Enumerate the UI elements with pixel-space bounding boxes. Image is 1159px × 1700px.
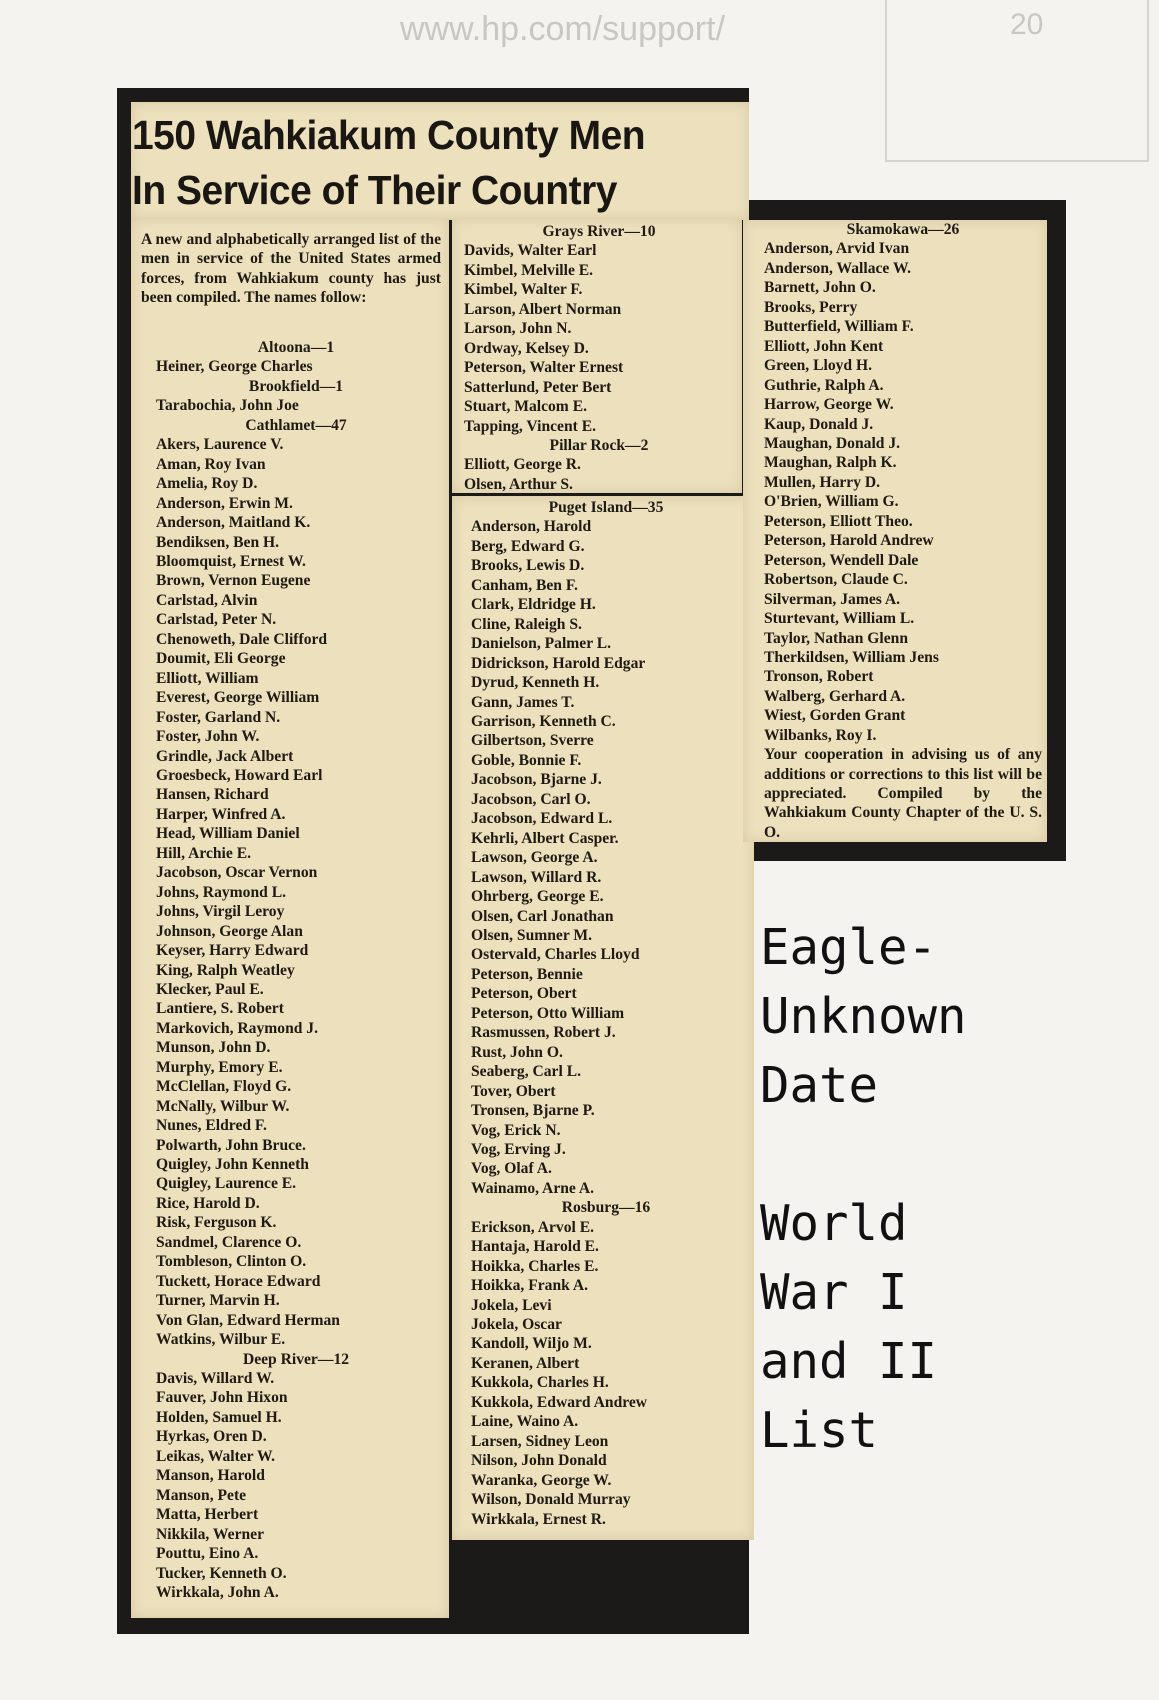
serviceman-name: Peterson, Wendell Dale	[764, 551, 919, 569]
serviceman-name: Jacobson, Bjarne J.	[471, 771, 602, 789]
serviceman-name: Erickson, Arvol E.	[471, 1218, 595, 1236]
serviceman-name: Anderson, Arvid Ivan	[764, 240, 910, 258]
serviceman-name: Vog, Erick N.	[471, 1121, 561, 1139]
serviceman-name: Ohrberg, George E.	[471, 888, 604, 906]
serviceman-name: Tombleson, Clinton O.	[156, 1253, 307, 1271]
serviceman-name: Kukkola, Edward Andrew	[471, 1393, 648, 1411]
serviceman-name: Maughan, Donald J.	[764, 434, 901, 452]
serviceman-name: Anderson, Wallace W.	[764, 259, 912, 277]
serviceman-name: Vog, Olaf A.	[471, 1160, 552, 1178]
serviceman-name: Hansen, Richard	[156, 786, 269, 804]
serviceman-name: Tover, Obert	[471, 1082, 556, 1100]
intro-paragraph: A new and alphabetically arranged list of the men in service of the United States armed forces, from Wahkiakum county has just been compiled. The names follow:	[141, 231, 441, 307]
section-heading: Puget Island—35	[548, 499, 664, 516]
serviceman-name: Guthrie, Ralph A.	[764, 376, 884, 394]
serviceman-name: Maughan, Ralph K.	[764, 454, 897, 472]
serviceman-name: Johns, Raymond L.	[156, 883, 286, 901]
serviceman-name: Matta, Herbert	[156, 1506, 259, 1524]
serviceman-name: Wilbanks, Roy I.	[764, 726, 877, 744]
serviceman-name: Davis, Willard W.	[156, 1370, 275, 1388]
serviceman-name: Davids, Walter Earl	[464, 242, 597, 260]
serviceman-name: Hoikka, Frank A.	[471, 1277, 588, 1295]
serviceman-name: Satterlund, Peter Bert	[464, 378, 612, 396]
serviceman-name: Akers, Laurence V.	[156, 436, 284, 454]
note-line: and II	[760, 1333, 938, 1390]
serviceman-name: Wainamo, Arne A.	[471, 1179, 595, 1197]
serviceman-name: Fauver, John Hixon	[156, 1389, 288, 1407]
serviceman-name: O'Brien, William G.	[764, 493, 899, 511]
section-heading: Grays River—10	[542, 223, 656, 240]
serviceman-name: Doumit, Eli George	[156, 650, 286, 668]
serviceman-name: Barnett, John O.	[764, 279, 876, 297]
serviceman-name: Polwarth, John Bruce.	[156, 1136, 306, 1154]
serviceman-name: Foster, John W.	[156, 728, 260, 746]
serviceman-name: Vog, Erving J.	[471, 1140, 566, 1158]
serviceman-name: Wilson, Donald Murray	[471, 1491, 631, 1509]
serviceman-name: Watkins, Wilbur E.	[156, 1331, 286, 1349]
serviceman-name: Kukkola, Charles H.	[471, 1374, 609, 1392]
serviceman-name: Berg, Edward G.	[471, 537, 585, 555]
serviceman-name: Manson, Harold	[156, 1467, 265, 1485]
serviceman-name: Harrow, George W.	[764, 396, 894, 414]
serviceman-name: Nunes, Eldred F.	[156, 1117, 267, 1135]
serviceman-name: Elliott, John Kent	[764, 337, 884, 355]
serviceman-name: Kandoll, Wiljo M.	[471, 1335, 592, 1353]
serviceman-name: Rice, Harold D.	[156, 1194, 260, 1212]
serviceman-name: Kaup, Donald J.	[764, 415, 874, 433]
serviceman-name: Pouttu, Eino A.	[156, 1545, 259, 1563]
serviceman-name: Carlstad, Peter N.	[156, 611, 277, 629]
names-column-puget-island	[471, 498, 741, 1529]
serviceman-name: Sturtevant, William L.	[764, 610, 915, 628]
serviceman-name: Von Glan, Edward Herman	[156, 1311, 340, 1329]
serviceman-name: King, Ralph Weatley	[156, 961, 295, 979]
names-column-skamokawa	[764, 220, 1042, 842]
serviceman-name: Tronsen, Bjarne P.	[471, 1102, 595, 1120]
serviceman-name: Carlstad, Alvin	[156, 591, 258, 609]
serviceman-name: Danielson, Palmer L.	[471, 635, 612, 653]
serviceman-name: Foster, Garland N.	[156, 708, 281, 726]
serviceman-name: Head, William Daniel	[156, 825, 300, 843]
serviceman-name: Elliott, William	[156, 669, 259, 687]
serviceman-name: Mullen, Harry D.	[764, 473, 881, 491]
names-column-left	[156, 338, 436, 1602]
section-heading: Skamokawa—26	[846, 221, 960, 238]
note-line: Eagle-	[760, 919, 938, 976]
section-heading: Altoona—1	[257, 339, 335, 356]
serviceman-name: Olsen, Arthur S.	[464, 475, 573, 493]
serviceman-name: Quigley, John Kenneth	[156, 1156, 309, 1174]
section-heading: Rosburg—16	[561, 1199, 651, 1217]
serviceman-name: Brown, Vernon Eugene	[156, 572, 311, 590]
serviceman-name: Hoikka, Charles E.	[471, 1257, 599, 1275]
serviceman-name: Dyrud, Kenneth H.	[471, 674, 600, 692]
serviceman-name: Peterson, Obert	[471, 985, 577, 1003]
serviceman-name: Nikkila, Werner	[156, 1525, 265, 1543]
serviceman-name: Harper, Winfred A.	[156, 805, 286, 823]
serviceman-name: Keranen, Albert	[471, 1354, 580, 1372]
serviceman-name: Groesbeck, Howard Earl	[156, 766, 323, 784]
serviceman-name: Tuckett, Horace Edward	[156, 1272, 321, 1290]
serviceman-name: Hill, Archie E.	[156, 844, 252, 862]
serviceman-name: Seaberg, Carl L.	[471, 1063, 582, 1081]
serviceman-name: Taylor, Nathan Glenn	[764, 629, 908, 647]
serviceman-name: Peterson, Otto William	[471, 1004, 625, 1022]
serviceman-name: Johnson, George Alan	[156, 922, 303, 940]
serviceman-name: Silverman, James A.	[764, 590, 901, 608]
note-line: World	[760, 1195, 908, 1252]
serviceman-name: Bendiksen, Ben H.	[156, 533, 280, 551]
serviceman-name: Sandmel, Clarence O.	[156, 1233, 302, 1251]
serviceman-name: Risk, Ferguson K.	[156, 1214, 277, 1232]
serviceman-name: Heiner, George Charles	[156, 358, 313, 376]
serviceman-name: Anderson, Harold	[471, 518, 592, 536]
serviceman-name: Jacobson, Carl O.	[471, 790, 591, 808]
serviceman-name: Walberg, Gerhard A.	[764, 687, 906, 705]
serviceman-name: Wiest, Gorden Grant	[764, 707, 906, 725]
serviceman-name: Lawson, George A.	[471, 849, 598, 867]
serviceman-name: Green, Lloyd H.	[764, 357, 873, 375]
serviceman-name: Laine, Waino A.	[471, 1413, 579, 1431]
serviceman-name: Peterson, Harold Andrew	[764, 532, 934, 550]
serviceman-name: Tapping, Vincent E.	[464, 417, 597, 435]
note-line: Date	[760, 1057, 879, 1114]
serviceman-name: Gilbertson, Sverre	[471, 732, 594, 750]
serviceman-name: Olsen, Sumner M.	[471, 926, 593, 944]
serviceman-name: Amelia, Roy D.	[156, 475, 258, 493]
serviceman-name: Anderson, Maitland K.	[156, 514, 311, 532]
serviceman-name: Brooks, Lewis D.	[471, 557, 585, 575]
serviceman-name: Cline, Raleigh S.	[471, 615, 582, 633]
note-line: Unknown	[760, 988, 967, 1045]
serviceman-name: Canham, Ben F.	[471, 576, 578, 594]
serviceman-name: Clark, Eldridge H.	[471, 596, 596, 614]
serviceman-name: Peterson, Walter Ernest	[464, 359, 624, 377]
serviceman-name: Grindle, Jack Albert	[156, 747, 294, 765]
serviceman-name: McNally, Wilbur W.	[156, 1097, 290, 1115]
serviceman-name: Lantiere, S. Robert	[156, 1000, 284, 1018]
serviceman-name: Tarabochia, John Joe	[156, 397, 299, 415]
serviceman-name: Wirkkala, John A.	[156, 1584, 279, 1601]
serviceman-name: Brooks, Perry	[764, 298, 858, 316]
serviceman-name: Peterson, Bennie	[471, 965, 583, 983]
typed-note	[760, 913, 967, 1465]
serviceman-name: Aman, Roy Ivan	[156, 455, 266, 473]
serviceman-name: Kehrli, Albert Casper.	[471, 829, 619, 847]
closing-note: Your cooperation in advising us of any additions or corrections to this list will be appreciated. Compiled by the Wahkiakum County Chapter of the U. S. O.	[764, 746, 1042, 841]
serviceman-name: Chenoweth, Dale Clifford	[156, 630, 328, 648]
serviceman-name: Kimbel, Melville E.	[464, 261, 594, 279]
serviceman-name: Hyrkas, Oren D.	[156, 1428, 267, 1446]
serviceman-name: Butterfield, William F.	[764, 318, 914, 336]
serviceman-name: Therkildsen, William Jens	[764, 648, 939, 666]
serviceman-name: Gann, James T.	[471, 693, 575, 711]
serviceman-name: Manson, Pete	[156, 1486, 247, 1504]
serviceman-name: Lawson, Willard R.	[471, 868, 602, 886]
bleed-through-url: www.hp.com/support/	[400, 10, 726, 48]
serviceman-name: McClellan, Floyd G.	[156, 1078, 292, 1096]
serviceman-name: Larsen, Sidney Leon	[471, 1432, 609, 1450]
serviceman-name: Larson, John N.	[464, 320, 572, 338]
headline-line-1: 150 Wahkiakum County Men	[132, 112, 646, 158]
note-line: List	[760, 1402, 879, 1459]
note-spacer	[760, 1120, 967, 1189]
serviceman-name: Didrickson, Harold Edgar	[471, 654, 646, 672]
serviceman-name: Robertson, Claude C.	[764, 571, 908, 589]
bleed-through-page-number: 20	[1010, 8, 1044, 41]
note-line: War I	[760, 1264, 908, 1321]
serviceman-name: Stuart, Malcom E.	[464, 398, 587, 416]
serviceman-name: Hantaja, Harold E.	[471, 1238, 599, 1256]
serviceman-name: Jacobson, Edward L.	[471, 810, 613, 828]
serviceman-name: Jokela, Oscar	[471, 1316, 562, 1334]
headline	[132, 108, 721, 218]
serviceman-name: Rasmussen, Robert J.	[471, 1024, 616, 1042]
serviceman-name: Garrison, Kenneth C.	[471, 712, 616, 730]
serviceman-name: Leikas, Walter W.	[156, 1447, 276, 1465]
serviceman-name: Elliott, George R.	[464, 456, 581, 474]
names-column-grays-river	[464, 222, 734, 494]
serviceman-name: Nilson, John Donald	[471, 1452, 607, 1470]
serviceman-name: Bloomquist, Ernest W.	[156, 552, 306, 570]
serviceman-name: Rust, John O.	[471, 1043, 563, 1061]
serviceman-name: Peterson, Elliott Theo.	[764, 512, 913, 530]
serviceman-name: Markovich, Raymond J.	[156, 1019, 319, 1037]
serviceman-name: Waranka, George W.	[471, 1471, 612, 1489]
serviceman-name: Tucker, Kenneth O.	[156, 1564, 287, 1582]
section-heading: Brookfield—1	[248, 377, 344, 395]
serviceman-name: Ostervald, Charles Lloyd	[471, 946, 640, 964]
serviceman-name: Klecker, Paul E.	[156, 980, 264, 998]
serviceman-name: Murphy, Emory E.	[156, 1058, 283, 1076]
section-heading: Cathlamet—47	[245, 416, 347, 434]
serviceman-name: Everest, George William	[156, 689, 320, 707]
serviceman-name: Quigley, Laurence E.	[156, 1175, 297, 1193]
serviceman-name: Larson, Albert Norman	[464, 300, 622, 318]
serviceman-name: Munson, John D.	[156, 1039, 271, 1057]
skamokawa-list	[764, 220, 1042, 745]
serviceman-name: Turner, Marvin H.	[156, 1292, 280, 1310]
serviceman-name: Jacobson, Oscar Vernon	[156, 864, 318, 882]
serviceman-name: Kimbel, Walter F.	[464, 281, 583, 299]
serviceman-name: Goble, Bonnie F.	[471, 751, 582, 769]
serviceman-name: Holden, Samuel H.	[156, 1408, 282, 1426]
serviceman-name: Anderson, Erwin M.	[156, 494, 293, 512]
headline-line-2: In Service of Their Country	[132, 167, 617, 213]
serviceman-name: Keyser, Harry Edward	[156, 942, 309, 960]
section-heading: Deep River—12	[242, 1350, 350, 1368]
serviceman-name: Jokela, Levi	[471, 1296, 552, 1314]
section-heading: Pillar Rock—2	[549, 436, 649, 454]
serviceman-name: Tronson, Robert	[764, 668, 874, 686]
serviceman-name: Olsen, Carl Jonathan	[471, 907, 614, 925]
serviceman-name: Wirkkala, Ernest R.	[471, 1510, 606, 1528]
serviceman-name: Ordway, Kelsey D.	[464, 339, 589, 357]
serviceman-name: Johns, Virgil Leroy	[156, 903, 285, 921]
